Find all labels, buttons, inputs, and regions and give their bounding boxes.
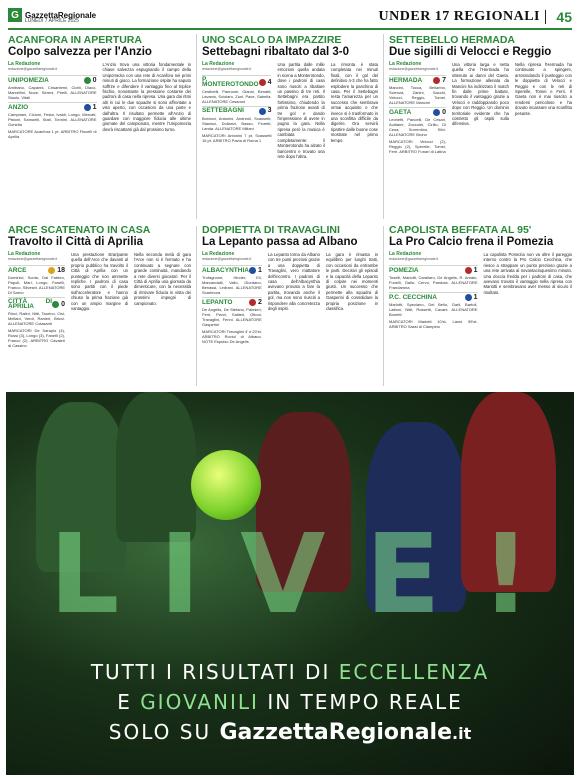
live-letter: I [159,510,201,638]
team-crest-icon [249,299,256,306]
team-name: SETTEBAGNI [202,107,244,115]
column-divider [196,34,197,219]
team-crest-icon [84,77,91,84]
scorecard [389,252,478,329]
team-crest-icon [259,79,266,86]
article-kicker: ACANFORA IN APERTURA [8,34,142,46]
page-number: 45 [556,9,572,25]
column-divider [383,34,384,219]
article-headline[interactable]: La Pro Calcio frena il Pomezia [389,236,554,248]
team-name: CITTÀ DI APRILIA [8,297,53,311]
team-name: UNIPOMEZIA [8,76,49,84]
team-row-away [202,106,271,116]
team-row-away [389,292,478,302]
live-letter: E [365,510,441,638]
team-row-home [202,265,262,275]
lineup-away: Leonetti, Pancelli, De Cesari, Aulitane, Zoccolei, Cirillo, Di Cesa, Sorrentino, Silvi. ALLENATORE Bruno [389,116,446,137]
ad-brand-link[interactable]: GazzettaRegionale [219,720,452,745]
article-headline[interactable]: La Lepanto passa ad Albano [202,236,358,248]
article-kicker: ARCE SCATENATO IN CASA [8,224,151,236]
article-kicker: CAPOLISTA BEFFATA AL 95' [389,224,532,236]
match-notes: MARCATORI De Sarapio (4), Rossi (3), Longo (3), Fanelli (2), Franco (2). ARBITRO Cavaleri di Cassino [8,327,65,348]
team-crest-icon [433,77,440,84]
team-score: 18 [57,266,65,274]
article-kicker: UNO SCALO DA IMPAZZIRE [202,34,342,46]
logo-name: GazzettaRegionale [25,10,97,20]
team-row-home [8,75,97,85]
team-name: GAETA [389,108,412,116]
lineup-home: Trofagnone, Hinder, Eli, Marcandalli, Vallo, Giordano, Benassi, Ledrani. ALLENATORE Scarimora [202,274,262,295]
scorecard [8,252,65,348]
team-name: POMEZIA [389,266,419,274]
lineup-home: Cestinelli, Pannone, Gianni, Benatti, Lavanio, Sciolaro, Zuni, Pace, Sabella. ALLENATORE Cesaroni [202,88,272,104]
header-divider [545,10,546,24]
team-score: 0 [442,108,446,116]
article-kicker: DOPPIETTA DI TRAVAGLINI [202,224,340,236]
lineup-home: Mancini, Tocca, Bellarino, Scienza, Zanini, Sacchi, Velocci, Reggio, Tomei. ALLENATORE Mancini [389,84,446,105]
match-notes: MARCATORI Antonini 7 pt, Scassetti 16 pt. ARBITRO Pavia di Roma 1 [202,132,272,143]
team-crest-icon [465,267,472,274]
team-score: 4 [267,78,272,86]
live-letter: ! [480,510,531,638]
team-score: 3 [267,107,272,115]
article-body: Nella seconda metà di gara l'Arce non si è fermato e ha continuato a segnare con grande continuità, mandando a rete diversi giocatori. Per il Città di Aprilia una giornata da dimenticare, con la necessità di ritrovare fiducia in vista dei prossimi impegni di campionato. [134,252,191,306]
lineup-home: Amitrano, Capanni, Crisantemi, Ciotti, Diaco, Marcellini, Noce, Sereni, Pirelli. ALLENATORE Siaolo. Vitali [8,84,97,100]
column-divider [383,226,384,386]
article-body: La rimonta è stata completata nei minuti finali, con il gol del definitivo 4-3 che ha fatto esplodere la panchina di casa. Per il Settebagni resta l'amarezza per un successo che sembrava ormai acquisito e che invece si è trasformato in una sconfitta difficile da digerire. Ora servirà ripartire dalle buone cose mostrate nel primo tempo. [330,62,379,143]
ad-tagline-1: TUTTI I RISULTATI DI ECCELLENZA [90,660,490,684]
match-notes: MARCATORI Mariotti 10'st, Lanni 95'st. ARBITRO Sassi di Ciampino [389,318,478,329]
article-hermada [389,34,572,224]
issue-date: LUNEDÌ 7 APRILE 2025 [25,18,79,24]
team-name: HERMADA [389,76,423,84]
team-name: P.C. CECCHINA [389,293,437,301]
team-crest-icon [433,109,440,116]
article-body: Nella ripresa l'Hermada ha continuato a spingere, arrotondando il punteggio con le doppiette di Velocci e Reggio e con le reti di Sperelle, Tomei e Ferri. Il Gaeta non è mai riuscito a rendersi pericoloso e ha dovuto incassare una sconfitta pesante. [515,62,572,116]
article-settebagni [202,34,378,224]
ad-tagline-3: SOLO SU GazzettaRegionale.it [108,720,472,745]
team-score: 1 [257,266,262,274]
scorecard [389,62,446,154]
article-body: Una vittoria larga e netta quella che l'Hermada ha ottenuto ai danni del Gaeta. La formazione allenata da Mancini ha indirizzato il match fin dalle prime battute, trovando il vantaggio grazie a Velocci e raddoppiando poco dopo con Reggio. Un dominio territoriale evidente che ha costretto gli ospiti sulla difensiva. [452,62,509,127]
team-row-home [389,265,478,275]
article-headline[interactable]: Settebagni ribaltato dal 3-0 [202,46,349,58]
article-arce [8,224,191,389]
team-crest-icon [84,104,91,111]
team-crest-icon [48,267,55,274]
team-row-home [8,265,65,275]
team-row-away [389,107,446,117]
team-row-home [202,75,271,89]
lineup-away: Campriani, Cicioni, Festa, Ivaldi, Longo, Mercati, Pistoni, Samuelli, Stati, Tonnini. ALLENATORE Gonella [8,111,97,127]
logo-badge-icon: G [8,8,22,22]
article-body: L'Anzio trova una vittoria fondamentale in chiave salvezza espugnando il campo della Unipomezia con una rete di Acanfora nei primi minuti di gioco. La formazione ospite ha saputo soffrire e difendere il vantaggio fino al triplice fischio, nonostante la pressione costante dei padroni di casa nella ripresa. Una gara dai ritmi alti in cui le due squadre si sono affrontate a viso aperto, con occasioni da una parte e dall'altra. Il risultato permette all'Anzio di guardare con maggiore fiducia alle ultime giornate del campionato, mentre l'Unipomezia dovrà riscattarsi già dal prossimo turno. [102,62,191,132]
team-name: ARCE [8,266,27,274]
lineup-away: Rinci, Ratini, Nitti, Taurino, Cisi, Mellani, Verdi, Ranieri, Bricci. ALLENATORE Colasanti [8,310,65,326]
team-row-away [8,297,65,311]
scorecard [202,252,262,344]
team-score: 2 [257,298,262,306]
lineup-home: Toselli, Mariotti, Carallaro, De Angelis, R. Amato, Funelli, Gallo, Cervo, Pandola. ALLENATORE Frandamna [389,274,478,290]
team-row-away [202,297,262,307]
team-name: LEPANTO [202,298,233,306]
byline: La Redazione redazione@gazzettaregionale.it [8,251,58,262]
scorecard [8,62,97,139]
article-body: Una prestazione straripante quella dell'Arce che davanti al proprio pubblico ha travolto il Città di Aprilia con un punteggio che non ammette repliche. I padroni di casa sono partiti con il piede sull'acceleratore e hanno chiuso la prima frazione già con un ampio margine di vantaggio. [71,252,128,312]
lineup-away: De Angelis, De Stefano, Palmieri, Ferri, Pezzi, Saltieri, Ottoni, Travaglini, Fenni. ALLENATORE Gasperini [202,306,262,327]
article-lepanto [202,224,378,389]
lineup-away: Mariotti, Speziano, Del Bello, Garli, Bartoli, Lattoni, Nitti, Rossetti, Cavani. ALLENATORE Bonetti [389,301,478,317]
team-name: ANZIO [8,103,29,111]
article-body: Una partita dalle mille emozioni quella andata in scena a Monterotondo, dove i padroni di casa sono riusciti a ribaltare un passivo di tre reti. Il Settebagni era partito fortissimo, chiudendo la prima frazione avanti di tre gol e dando l'impressione di avere in pugno la gara. Nella ripresa però la musica è cambiata completamente: il Monterotondo ha alzato il baricentro e trovato una rete dopo l'altra. [277,62,325,159]
team-score: 1 [92,103,97,111]
team-crest-icon [465,294,472,301]
article-kicker: SETTEBELLO HERMADA [389,34,515,46]
byline: La Redazione redazione@gazzettaregionale.it [202,251,252,262]
team-name: P. MONTEROTONDO [202,75,259,89]
article-anzio [8,34,191,224]
team-name: ALBACYNTHIA [202,266,249,274]
team-score: 7 [442,76,446,84]
match-notes: MARCATORE Acanfora 1 pt. ARBITRO Fiscelli di Aprilia [8,128,97,139]
team-score: 1 [473,293,478,301]
article-body: La gara è rimasta in equilibrio per lunghi tratti, con occasioni da entrambe le parti. Decisivi gli episodi e la capacità della Lepanto di colpire nei momenti giusti. Un successo che permette alla squadra di Gasperini di consolidare la propria posizione in classifica. [325,252,379,312]
article-headline[interactable]: Travolto il Città di Aprilia [8,236,144,248]
team-row-home [389,75,446,85]
article-headline[interactable]: Colpo salvezza per l'Anzio [8,46,152,58]
match-notes: MARCATORI Velocci (2), Reggio (2), Sperelle, Tomei, Ferri. ARBITRO Funari di Latina [389,138,446,154]
team-crest-icon [259,108,266,115]
article-body: La Lepanto torna da Albano con tre punti preziosi grazie a una doppietta di Travaglini, vero mattatore dell'incontro. I padroni di casa dell'Albacynthia avevano provato a fare la partita, trovando anche il gol, ma non sono riusciti a rispondere alla concretezza degli ospiti. [267,252,320,312]
team-row-away [8,102,97,112]
scorecard [202,62,271,159]
byline: La Redazione redazione@gazzettaregionale.it [389,251,439,262]
team-crest-icon [249,267,256,274]
section-title: UNDER 17 REGIONALI [378,9,540,24]
team-score: 1 [473,266,478,274]
match-notes: MARCATORI Travaglini 4' e 20'st. ARBITRO Roviul di Albano. NOTE Espulso De Angelis [202,328,262,344]
byline: La Redazione redazione@gazzettaregionale.it [202,61,252,72]
ad-tagline-2: E GIOVANILI IN TEMPO REALE [117,690,463,714]
team-crest-icon [52,301,59,308]
article-pomezia [389,224,572,389]
team-score: 0 [92,76,97,84]
team-score: 0 [61,300,65,308]
article-body: La capolista Pomezia non va oltre il pareggio interno contro la Pro Calcio Cecchina, che riesce a strappare un punto prezioso grazie a una rete arrivata al novantacinquesimo minuto. Una doccia fredda per i padroni di casa, che avevano trovato il vantaggio nella ripresa con Mariotti e sembravano aver messo al sicuro il risultato. [483,252,572,295]
byline: La Redazione redazione@gazzettaregionale.it [389,61,439,72]
byline: La Redazione redazione@gazzettaregionale.it [8,61,58,72]
article-headline[interactable]: Due sigilli di Velocci e Reggio [389,46,552,58]
live-letter: V [240,510,326,638]
live-letter: L [49,510,120,638]
page-header [8,6,572,30]
live-word [6,510,574,638]
lineup-home: Dominici, Sonia, Dal Fabbro, Papoli, Mari, Longo, Fanelli, Franco, Silvestri. ALLENATORE Di Sarrio [8,274,65,295]
column-divider [196,226,197,386]
lineup-away: Bordoni, Antonini, Andreoli, Scassetti, Stanisci, Dollarizi, Basso, Fioretti, Landa. ALLENATORE Miliani [202,115,272,131]
live-results-advertisement[interactable] [6,392,574,775]
